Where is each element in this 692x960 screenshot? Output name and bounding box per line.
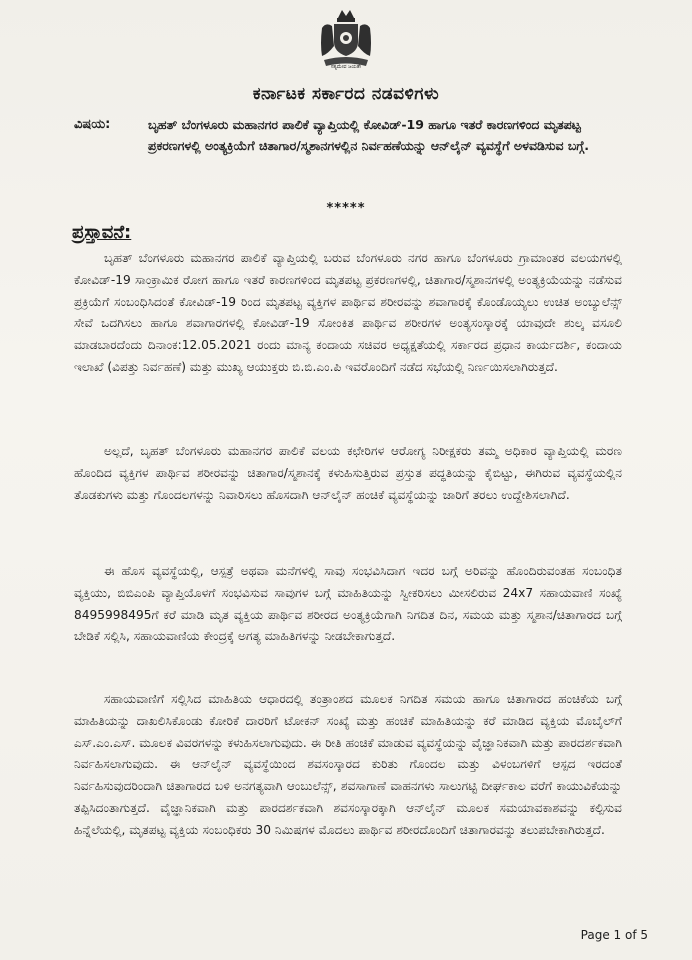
paragraph-4: ಸಹಾಯವಾಣಿಗೆ ಸಲ್ಲಿಸಿದ ಮಾಹಿತಿಯ ಆಧಾರದಲ್ಲಿ ತಂತ್ರಾಂಶದ ಮೂಲಕ ನಿಗದಿತ ಸಮಯ ಹಾಗೂ ಚಿತಾಗಾರದ ಹಂಚಿಕೆಯ ಬಗ್ಗೆ ಮಾಹಿತಿಯನ್ನು ದಾಖಲಿಸಿಕೊಂಡು ಕೋರಿಕೆ ದಾರರಿಗೆ ಟೋಕನ್ ಸಂಖ್ಯೆ ಮತ್ತು ಹಂಚಿಕೆ ಮಾಹಿತಿಯನ್ನು ಕರೆ ಮಾಡಿದ ವ್ಯಕ್ತಿಯ ಮೊಬೈಲ್‌ಗೆ ಎಸ್.ಎಂ.ಎಸ್. ಮೂಲಕ ವಿವರಗಳನ್ನು ಕಳುಹಿಸಲಾಗುವುದು. ಈ ರೀತಿ ಹಂಚಿಕೆ ಮಾಡುವ ವ್ಯವಸ್ಥೆಯನ್ನು ವೈಜ್ಞಾನಿಕವಾಗಿ ಮತ್ತು ಪಾರದರ್ಶಕವಾಗಿ ನಿರ್ವಹಿಸಲಾಗುವುದು. ಈ ಆನ್‌ಲೈನ್ ವ್ಯವಸ್ಥೆಯಿಂದ ಶವಸಂಸ್ಕಾರದ ಕುರಿತು ಗೊಂದಲ ಮತ್ತು ವಿಳಂಬಗಳಿಗೆ ಆಸ್ಪದ ಇರದಂತೆ ನಿರ್ವಹಿಸುವುದರಿಂದಾಗಿ ಚಿತಾಗಾರದ ಬಳಿ ಅನಗತ್ಯವಾಗಿ ಆಂಬುಲೆನ್ಸ್, ಶವಸಾಗಾಣೆ ವಾಹನಗಳು ಸಾಲುಗಟ್ಟಿ ದೀರ್ಘಕಾಲ ವರೆಗೆ ಕಾಯುವಿಕೆಯನ್ನು ತಪ್ಪಿಸಿದಂತಾಗುತ್ತದೆ. ವೈಜ್ಞಾನಿಕವಾಗಿ ಮತ್ತು ಪಾರದರ್ಶಕವಾಗಿ ಶವಸಂಸ್ಕಾರಕ್ಕಾಗಿ ಆನ್‌ಲೈನ್ ಮೂಲಕ ಸಮಯಾವಕಾಶವನ್ನು ಕಲ್ಪಿಸುವ ಹಿನ್ನೆಲೆಯಲ್ಲಿ, ಮೃತಪಟ್ಟ ವ್ಯಕ್ತಿಯ ಸಂಬಂಧಿಕರು 30 ನಿಮಿಷಗಳ ಮೊದಲು ಪಾರ್ಥಿವ ಶರೀರದೊಂದಿಗೆ ಚಿತಾಗಾರವನ್ನು ತಲುಪಬೇಕಾಗಿರುತ್ತದೆ.: [74, 692, 622, 837]
subject-text: ಬೃಹತ್ ಬೆಂಗಳೂರು ಮಹಾನಗರ ಪಾಲಿಕೆ ವ್ಯಾಪ್ತಿಯಲ್ಲಿ ಕೋವಿಡ್-19 ಹಾಗೂ ಇತರೆ ಕಾರಣಗಳಿಂದ ಮೃತಪಟ್ಟ ಪ್ರಕರಣಗಳಲ್ಲಿ ಅಂತ್ಯಕ್ರಿಯೆಗೆ ಚಿತಾಗಾರ/ಸ್ಮಶಾನಗಳಲ್ಲಿನ ನಿರ್ವಹಣೆಯನ್ನು ಆನ್‌ಲೈನ್ ವ್ಯವಸ್ಥೆಗೆ ಅಳವಡಿಸುವ ಬಗ್ಗೆ.: [148, 117, 590, 153]
paragraph-1: ಬೃಹತ್ ಬೆಂಗಳೂರು ಮಹಾನಗರ ಪಾಲಿಕೆ ವ್ಯಾಪ್ತಿಯಲ್ಲಿ ಬರುವ ಬೆಂಗಳೂರು ನಗರ ಹಾಗೂ ಬೆಂಗಳೂರು ಗ್ರಾಮಾಂತರ ವಲಯಗಳಲ್ಲಿ ಕೋವಿಡ್-19 ಸಾಂಕ್ರಾಮಿಕ ರೋಗ ಹಾಗೂ ಇತರೆ ಕಾರಣಗಳಿಂದ ಮೃತಪಟ್ಟ ಪ್ರಕರಣಗಳಲ್ಲಿ, ಚಿತಾಗಾರ/ಸ್ಮಶಾನಗಳಲ್ಲಿ ಅಂತ್ಯಕ್ರಿಯೆಯನ್ನು ನಡೆಸುವ ಪ್ರಕ್ರಿಯೆಗೆ ಸಂಬಂಧಿಸಿದಂತೆ ಕೋವಿಡ್-19 ರಿಂದ ಮೃತಪಟ್ಟ ವ್ಯಕ್ತಿಗಳ ಪಾರ್ಥಿವ ಶರೀರವನ್ನು ಶವಾಗಾರಕ್ಕೆ ಕೊಂಡೊಯ್ಯಲು ಉಚಿತ ಅಂಬ್ಯುಲೆನ್ಸ್ ಸೇವೆ ಒದಗಿಸಲು ಹಾಗೂ ಶವಾಗಾರಗಳಲ್ಲಿ ಕೋವಿಡ್-19 ಸೋಂಕಿತ ಪಾರ್ಥಿವ ಶರೀರಗಳ ಅಂತ್ಯಸಂಸ್ಕಾರಕ್ಕೆ ಯಾವುದೇ ಶುಲ್ಕ ವಸೂಲಿ ಮಾಡಬಾರದೆಂದು ದಿನಾಂಕ:12.05.2021 ರಂದು ಮಾನ್ಯ ಕಂದಾಯ ಸಚಿವರ ಅಧ್ಯಕ್ಷತೆಯಲ್ಲಿ ಸರ್ಕಾರದ ಪ್ರಧಾನ ಕಾರ್ಯದರ್ಶಿ, ಕಂದಾಯ ಇಲಾಖೆ (ವಿಪತ್ತು ನಿರ್ವಹಣೆ) ಮತ್ತು ಮುಖ್ಯ ಆಯುಕ್ತರು ಬಿ.ಬಿ.ಎಂ.ಪಿ ಇವರೊಂದಿಗೆ ನಡೆದ ಸಭೆಯಲ್ಲಿ ನಿರ್ಣಯಿಸಲಾಗಿರುತ್ತದೆ.: [74, 251, 622, 374]
subject-block: [74, 114, 624, 156]
karnataka-emblem-icon: [316, 8, 376, 78]
page-number: Page 1 of 5: [580, 928, 648, 942]
subject-label: ವಿಷಯ:: [74, 117, 111, 132]
separator: *****: [326, 201, 366, 216]
section-heading: ಪ್ರಸ್ತಾವನೆ:: [72, 222, 132, 243]
paragraph-3: ಈ ಹೊಸ ವ್ಯವಸ್ಥೆಯಲ್ಲಿ, ಆಸ್ಪತ್ರೆ ಅಥವಾ ಮನೆಗಳಲ್ಲಿ ಸಾವು ಸಂಭವಿಸಿದಾಗ ಇದರ ಬಗ್ಗೆ ಅರಿವನ್ನು ಹೊಂದಿರುವಂತಹ ಸಂಬಂಧಿತ ವ್ಯಕ್ತಿಯು, ಬಿಬಿಎಂಪಿ ವ್ಯಾಪ್ತಿಯೊಳಗೆ ಸಂಭವಿಸುವ ಸಾವುಗಳ ಬಗ್ಗೆ ಮಾಹಿತಿಯನ್ನು ಸ್ವೀಕರಿಸಲು ಮೀಸಲಿರುವ 24x7 ಸಹಾಯವಾಣಿ ಸಂಖ್ಯೆ 8495998495ಗೆ ಕರೆ ಮಾಡಿ ಮೃತ ವ್ಯಕ್ತಿಯ ಪಾರ್ಥಿವ ಶರೀರದ ಅಂತ್ಯಕ್ರಿಯೆಗಾಗಿ ನಿಗದಿತ ದಿನ, ಸಮಯ ಮತ್ತು ಸ್ಮಶಾನ/ಚಿತಾಗಾರದ ಬಗ್ಗೆ ಬೇಡಿಕೆ ಸಲ್ಲಿಸಿ, ಸಹಾಯವಾಣಿಯ ಕೇಂದ್ರಕ್ಕೆ ಅಗತ್ಯ ಮಾಹಿತಿಗಳನ್ನು ನೀಡಬೇಕಾಗುತ್ತದೆ.: [74, 564, 622, 644]
document-title: ಕರ್ನಾಟಕ ಸರ್ಕಾರದ ನಡವಳಿಗಳು: [252, 84, 440, 104]
paragraph-2: ಅಲ್ಲದೆ, ಬೃಹತ್ ಬೆಂಗಳೂರು ಮಹಾನಗರ ಪಾಲಿಕೆ ವಲಯ ಕಛೇರಿಗಳ ಆರೋಗ್ಯ ನಿರೀಕ್ಷಕರು ತಮ್ಮ ಅಧಿಕಾರ ವ್ಯಾಪ್ತಿಯಲ್ಲಿ ಮರಣ ಹೊಂದಿದ ವ್ಯಕ್ತಿಗಳ ಪಾರ್ಥಿವ ಶರೀರವನ್ನು ಚಿತಾಗಾರ/ಸ್ಮಶಾನಕ್ಕೆ ಕಳುಹಿಸುತ್ತಿರುವ ಪ್ರಸ್ತುತ ಪದ್ಧತಿಯನ್ನು ಕೈಬಿಟ್ಟು, ಈಗಿರುವ ವ್ಯವಸ್ಥೆಯಲ್ಲಿನ ತೊಡಕುಗಳು ಮತ್ತು ಗೊಂದಲಗಳನ್ನು ನಿವಾರಿಸಲು ಹೊಸದಾಗಿ ಆನ್‌ಲೈನ್ ಹಂಚಿಕೆ ವ್ಯವಸ್ಥೆಯನ್ನು ಜಾರಿಗೆ ತರಲು ಉದ್ದೇಶಿಸಲಾಗಿದೆ.: [74, 444, 622, 502]
emblem-caption: ಸತ್ಯಮೇವ ಜಯತೇ: [330, 64, 362, 70]
